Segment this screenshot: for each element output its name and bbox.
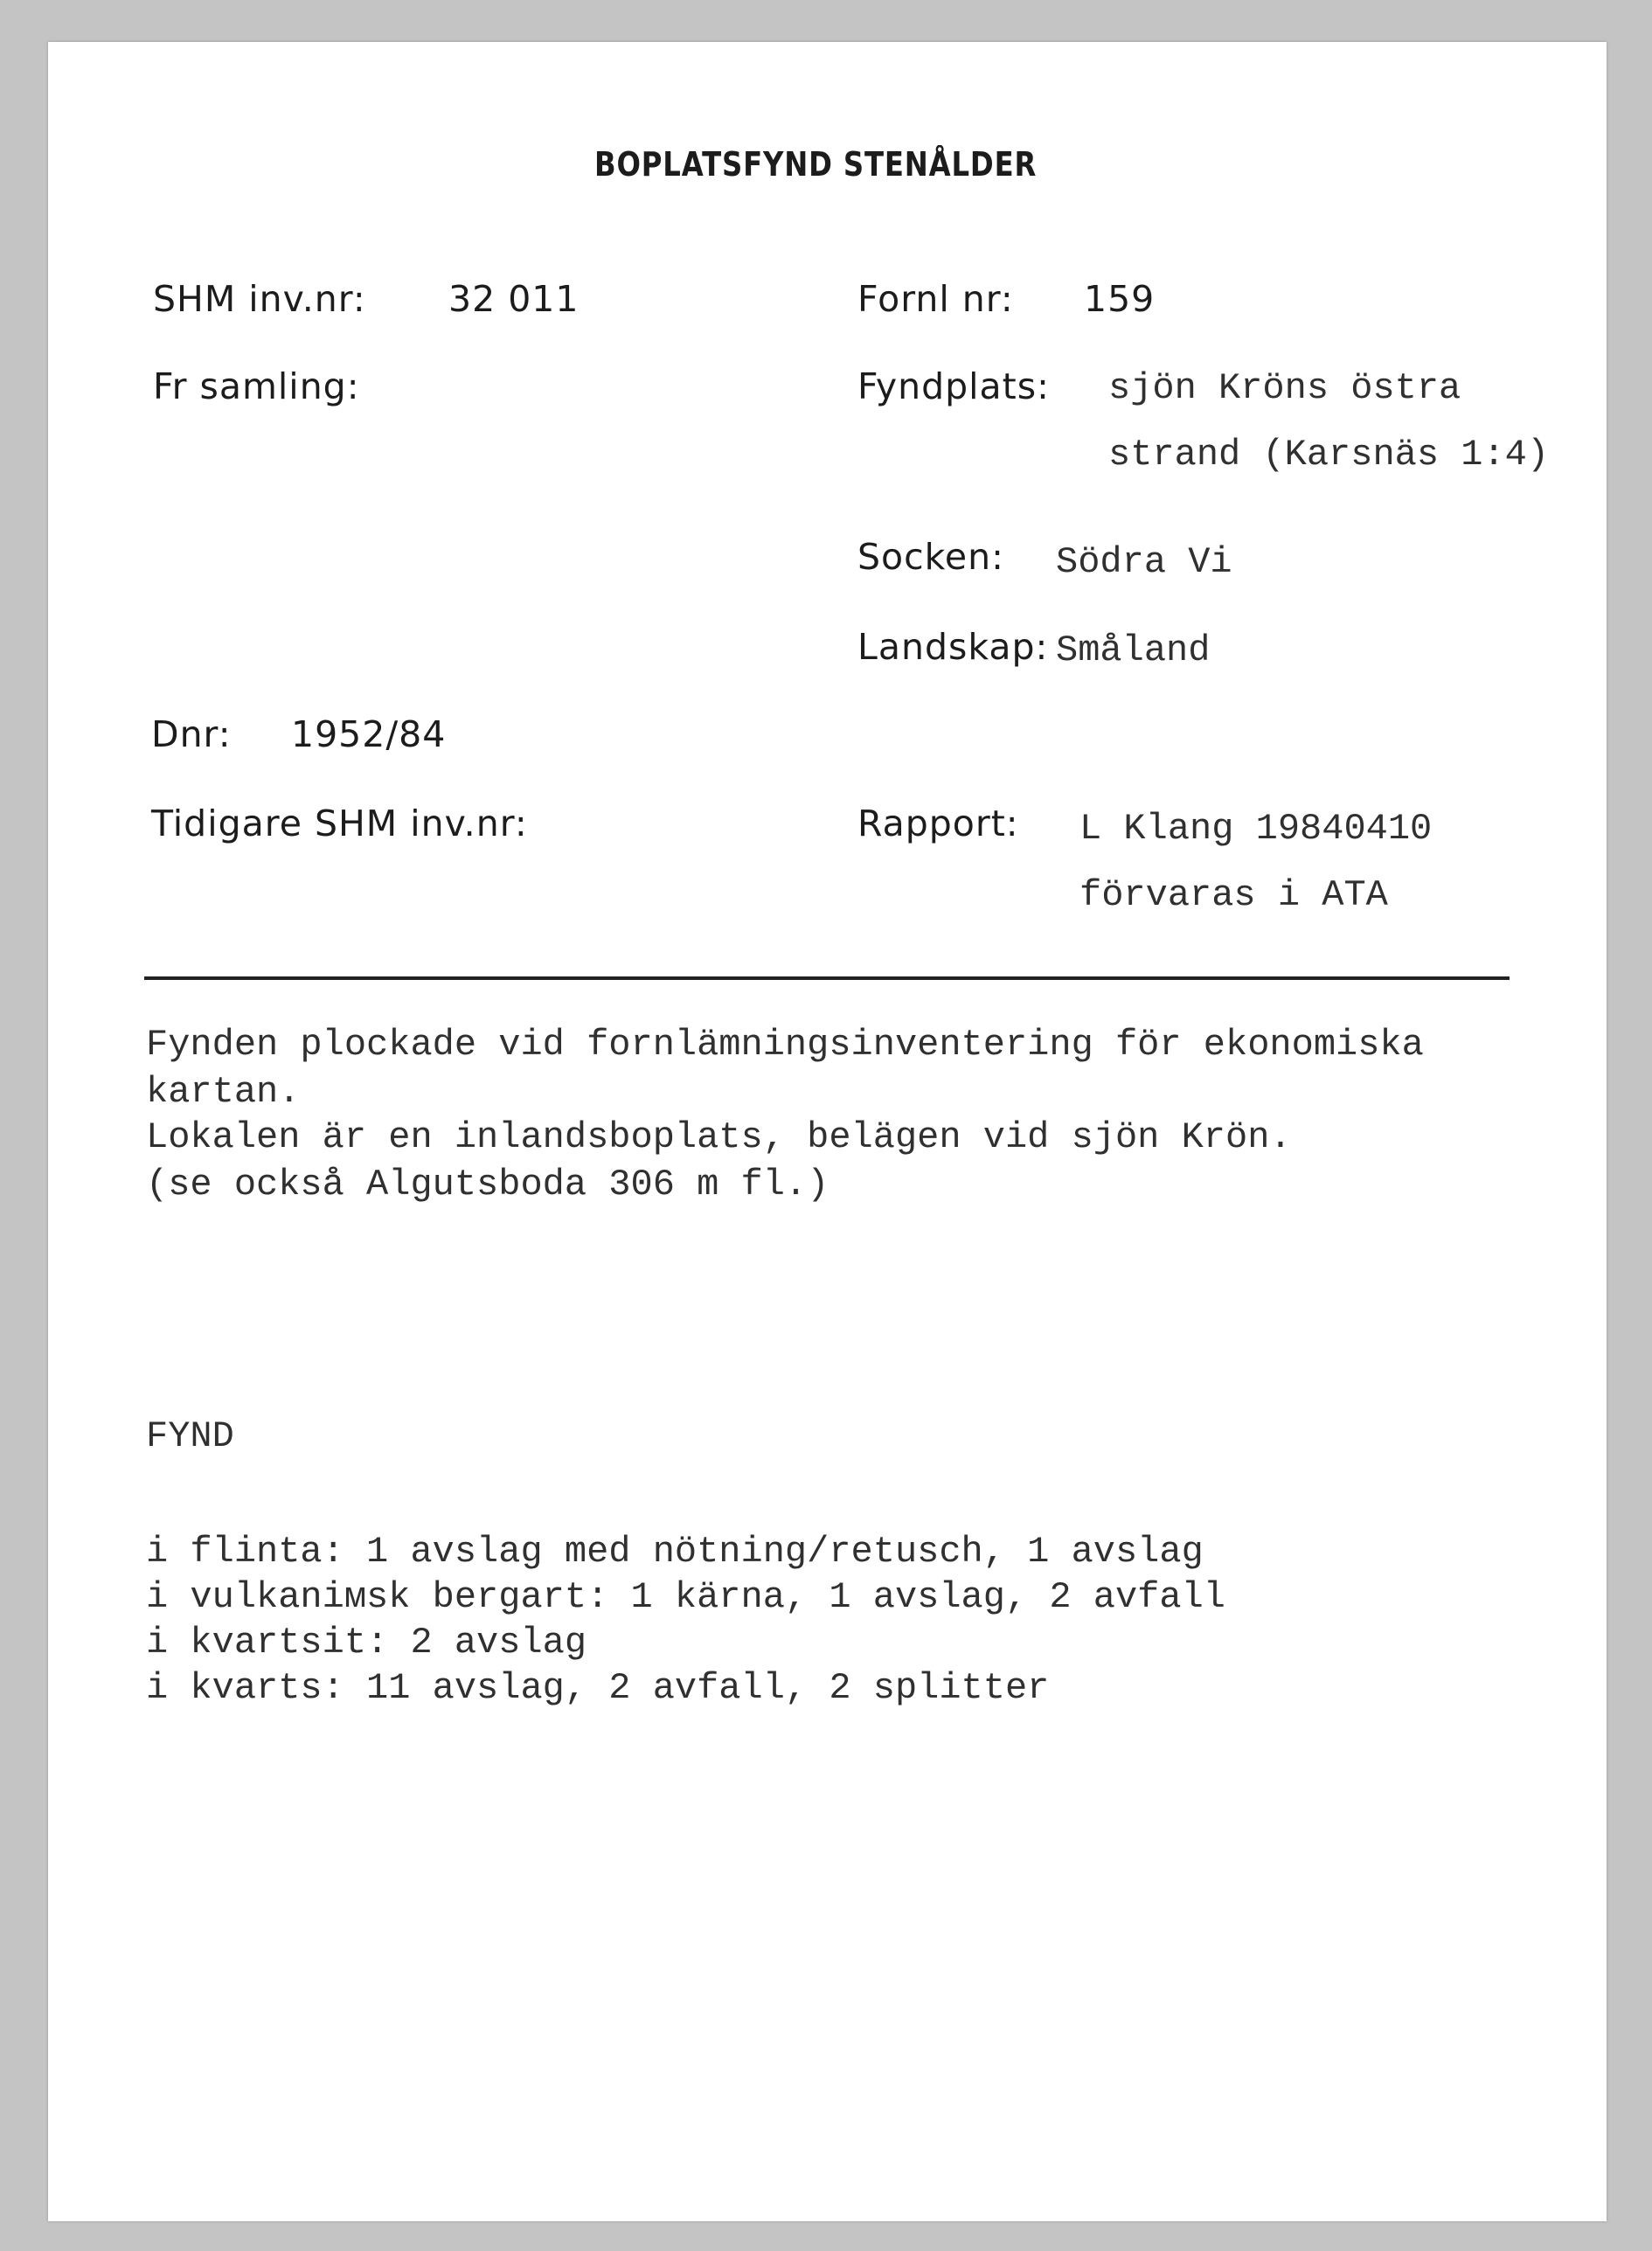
notes-line-1: Fynden plockade vid fornlämningsinventering för ekonomiska xyxy=(146,1024,1424,1066)
fyndplats-line-1: sjön Kröns östra xyxy=(1108,367,1461,409)
catalog-card xyxy=(48,42,1607,2221)
shm-inv-label: SHM inv.nr: xyxy=(153,278,366,320)
finds-line-4: i kvarts: 11 avslag, 2 avfall, 2 splitter xyxy=(146,1667,1050,1709)
landskap-value: Småland xyxy=(1056,629,1211,671)
finds-heading: FYND xyxy=(146,1415,234,1457)
card-title: BOPLATSFYND STENÅLDER xyxy=(594,145,1038,184)
notes-line-2: kartan. xyxy=(146,1071,301,1113)
dnr-label: Dnr: xyxy=(151,713,232,755)
fr-samling-label: Fr samling: xyxy=(153,365,360,407)
rapport-line-1: L Klang 19840410 xyxy=(1079,808,1433,850)
rapport-line-2: förvaras i ATA xyxy=(1079,874,1388,916)
finds-line-2: i vulkaniмsk bergart: 1 kärna, 1 avslag, 2 avfall xyxy=(146,1576,1226,1618)
notes-line-3: Lokalen är en inlandsboplats, belägen vid sjön Krön. xyxy=(146,1116,1292,1158)
fornl-value: 159 xyxy=(1084,278,1156,320)
socken-value: Södra Vi xyxy=(1056,541,1232,583)
fornl-label: Fornl nr: xyxy=(857,278,1014,320)
notes-line-4: (se också Algutsboda 306 m fl.) xyxy=(146,1164,829,1205)
finds-line-3: i kvartsit: 2 avslag xyxy=(146,1622,587,1664)
shm-inv-value: 32 011 xyxy=(448,278,580,320)
socken-label: Socken: xyxy=(857,536,1004,578)
fyndplats-label: Fyndplats: xyxy=(857,365,1050,407)
separator-rule xyxy=(144,976,1510,980)
fyndplats-line-2: strand (Karsnäs 1:4) xyxy=(1108,434,1550,476)
landskap-label: Landskap: xyxy=(857,626,1049,668)
finds-line-1: i flinta: 1 avslag med nötning/retusch, 1 avslag xyxy=(146,1531,1204,1573)
rapport-label: Rapport: xyxy=(857,802,1019,844)
tidigare-label: Tidigare SHM inv.nr: xyxy=(151,802,528,844)
dnr-value: 1952/84 xyxy=(291,713,447,755)
